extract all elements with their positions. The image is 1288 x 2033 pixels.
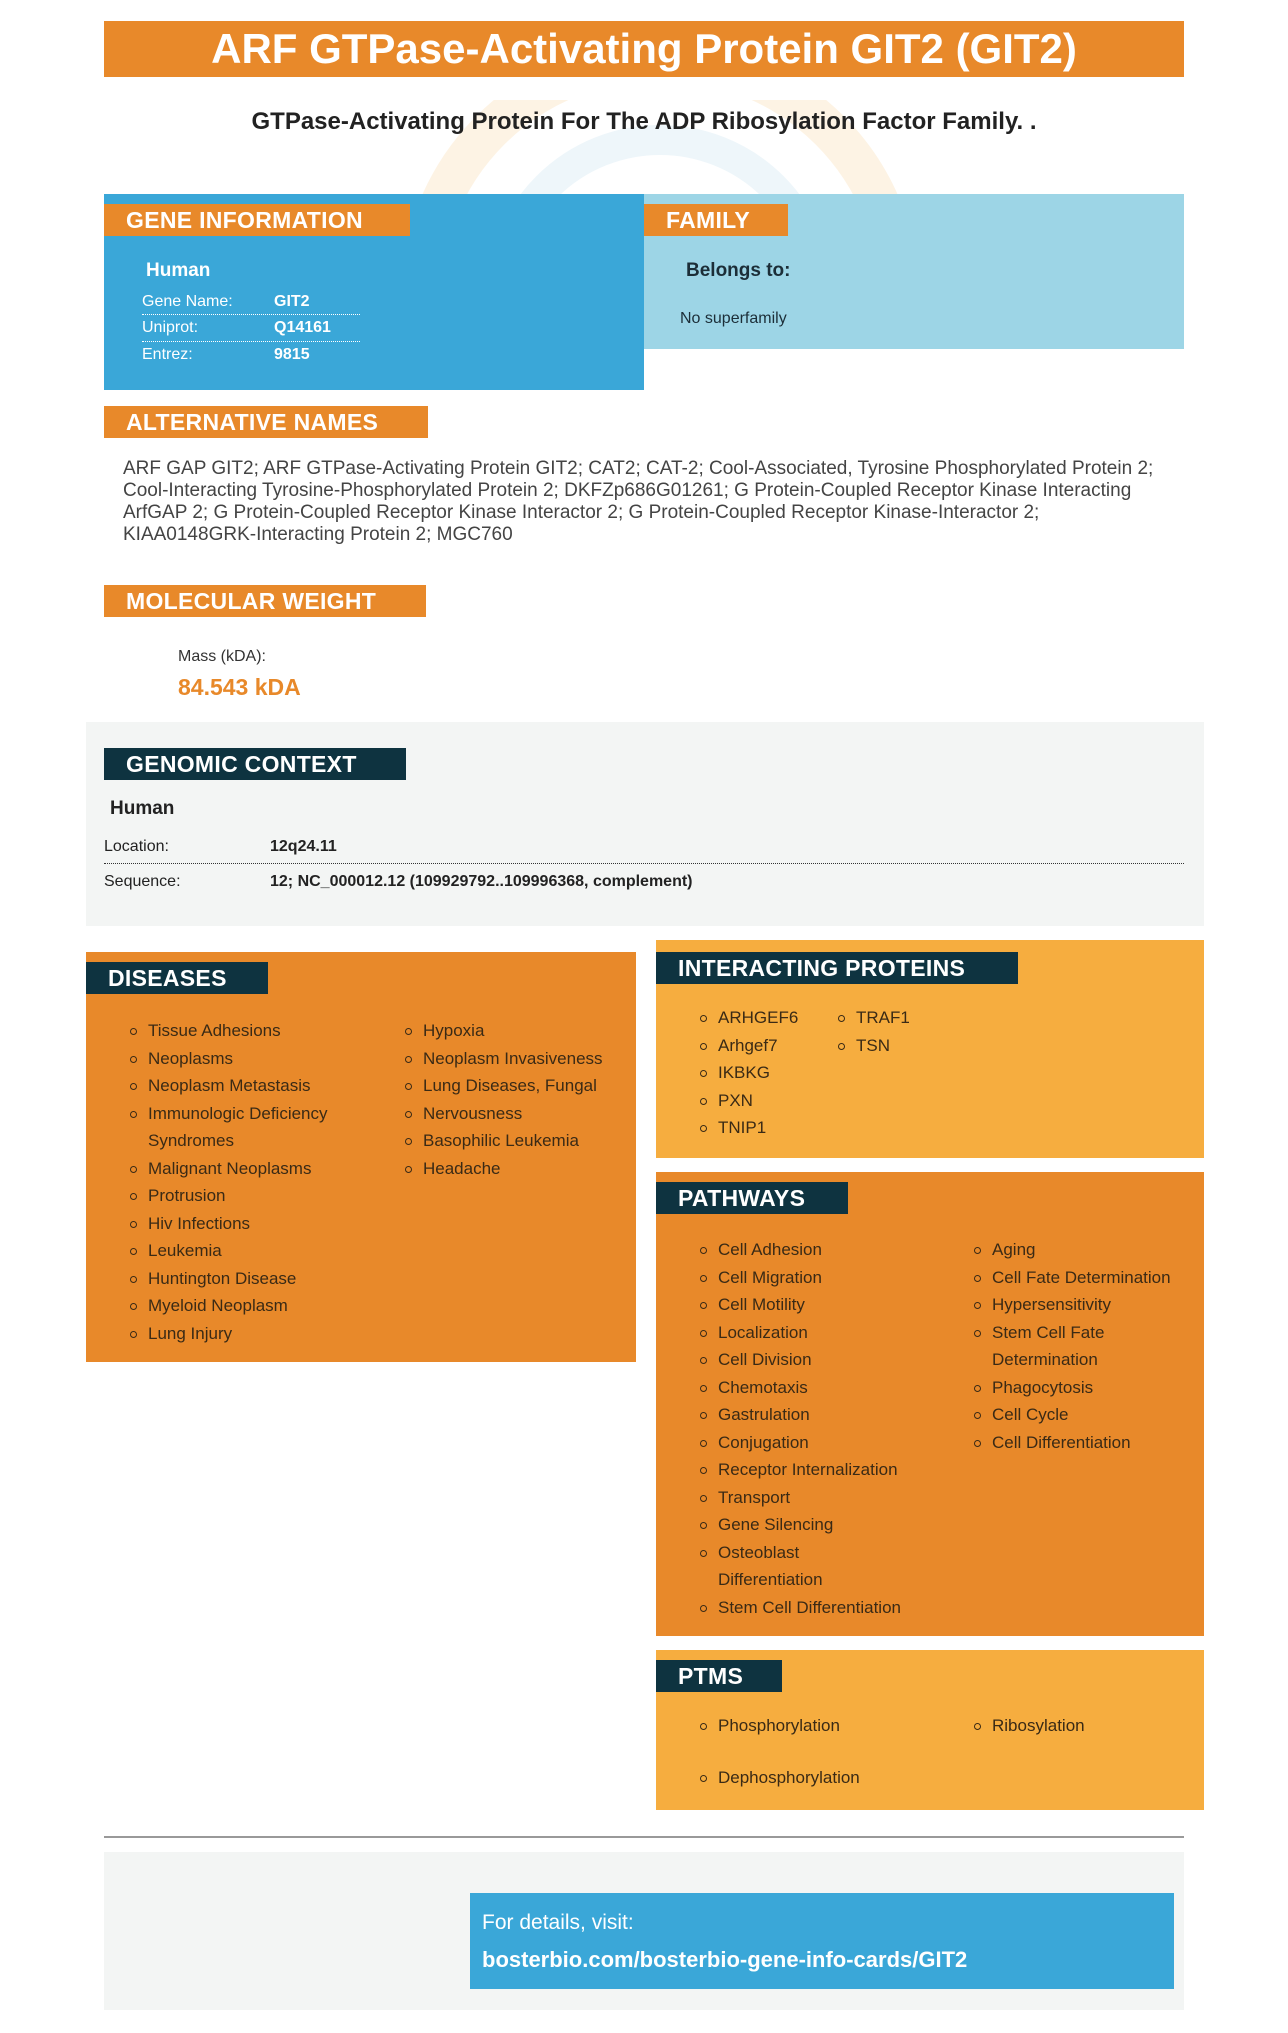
- diseases-panel: [86, 952, 636, 1362]
- family-heading: FAMILY: [644, 204, 788, 236]
- diseases-heading: DISEASES: [86, 962, 268, 994]
- list-item: Myeloid Neoplasm: [128, 1292, 378, 1320]
- sequence-row: [104, 873, 1104, 893]
- interacting-proteins-panel: [656, 940, 1204, 1158]
- list-item: Transport: [698, 1484, 958, 1512]
- list-item: IKBKG: [698, 1059, 838, 1087]
- list-item: Cell Motility: [698, 1291, 958, 1319]
- alternative-names-heading: ALTERNATIVE NAMES: [104, 406, 428, 438]
- page-title: ARF GTPase-Activating Protein GIT2 (GIT2): [104, 21, 1184, 77]
- mass-value: 84.543 kDA: [178, 674, 301, 700]
- list-item: Cell Adhesion: [698, 1236, 958, 1264]
- uniprot-label: Uniprot:: [142, 319, 199, 336]
- list-item: Cell Migration: [698, 1264, 958, 1292]
- list-item: Leukemia: [128, 1237, 378, 1265]
- genomic-species: Human: [110, 798, 175, 819]
- location-label: Location:: [104, 838, 169, 855]
- list-item: Localization: [698, 1319, 958, 1347]
- entrez-row: [142, 346, 362, 366]
- gene-species: Human: [146, 260, 211, 281]
- pathways-panel: [656, 1172, 1204, 1636]
- list-item: TNIP1: [698, 1114, 838, 1142]
- list-item-continued: Determination: [992, 1350, 1098, 1369]
- molecular-weight-heading: MOLECULAR WEIGHT: [104, 585, 426, 617]
- list-item: Lung Injury: [128, 1320, 378, 1348]
- row-divider: [142, 341, 360, 342]
- list-item: Basophilic Leukemia: [403, 1127, 633, 1155]
- footer-divider: [104, 1836, 1184, 1838]
- list-item: Phagocytosis: [972, 1374, 1202, 1402]
- list-item: Conjugation: [698, 1429, 958, 1457]
- gene-name-value: GIT2: [274, 293, 310, 310]
- ptms-panel: [656, 1650, 1204, 1810]
- gene-name-row: [142, 293, 362, 313]
- list-item: Neoplasms: [128, 1045, 378, 1073]
- list-item: PXN: [698, 1087, 838, 1115]
- list-item: Hypoxia: [403, 1017, 633, 1045]
- row-divider: [142, 314, 360, 315]
- list-item: Tissue Adhesions: [128, 1017, 378, 1045]
- diseases-list-col2: [403, 1017, 633, 1182]
- list-item: Arhgef7: [698, 1032, 838, 1060]
- genomic-context-panel: [86, 722, 1204, 926]
- list-item: Gastrulation: [698, 1401, 958, 1429]
- footer-details-link[interactable]: bosterbio.com/bosterbio-gene-info-cards/GIT2: [482, 1947, 968, 1972]
- list-item: Nervousness: [403, 1100, 633, 1128]
- list-item: Cell Differentiation: [972, 1429, 1202, 1457]
- ptms-heading: PTMS: [656, 1660, 782, 1692]
- list-item: Malignant Neoplasms: [128, 1155, 378, 1183]
- footer-details-label: For details, visit:: [482, 1911, 634, 1934]
- entrez-value: 9815: [274, 346, 310, 363]
- list-item-continued: Differentiation: [718, 1570, 823, 1589]
- entrez-label: Entrez:: [142, 346, 193, 363]
- list-item: Hiv Infections: [128, 1210, 378, 1238]
- list-item: Cell Fate Determination: [972, 1264, 1202, 1292]
- list-item: Osteoblast: [698, 1539, 958, 1567]
- sequence-label: Sequence:: [104, 873, 181, 890]
- list-item: Immunologic Deficiency: [128, 1100, 378, 1128]
- alternative-names-text: ARF GAP GIT2; ARF GTPase-Activating Protein GIT2; CAT2; CAT-2; Cool-Associated, Tyrosine Phosphorylated Protein 2; Cool-Interacting Tyrosine-Phosphorylated Protein 2; DKFZp686G01261; G Protein-Coupled Receptor Kinase Interacting ArfGAP 2; G Protein-Coupled Receptor Kinase Interactor 2; G Protein-Coupled Receptor Kinase-Interactor 2; KIAA0148GRK-Interacting Protein 2; MGC760: [123, 458, 1154, 545]
- list-item: Huntington Disease: [128, 1265, 378, 1293]
- list-item: Phosphorylation: [698, 1712, 958, 1740]
- list-item: TRAF1: [836, 1004, 976, 1032]
- belongs-to-label: Belongs to:: [686, 260, 791, 281]
- list-item: Gene Silencing: [698, 1511, 958, 1539]
- list-item: Protrusion: [128, 1182, 378, 1210]
- list-item: Hypersensitivity: [972, 1291, 1202, 1319]
- pathways-heading: PATHWAYS: [656, 1182, 848, 1214]
- family-panel: [644, 194, 1184, 349]
- location-row: [104, 838, 1104, 858]
- ptms-list-col1: [698, 1712, 958, 1740]
- gene-name-label: Gene Name:: [142, 293, 233, 310]
- interacting-proteins-col2: [836, 1004, 976, 1059]
- interacting-proteins-col1: [698, 1004, 838, 1142]
- list-item: Cell Division: [698, 1346, 958, 1374]
- footer-details-box: [470, 1893, 1174, 1989]
- mass-label: Mass (kDA):: [178, 648, 266, 665]
- uniprot-row: [142, 319, 362, 339]
- list-item: Lung Diseases, Fungal: [403, 1072, 633, 1100]
- genomic-context-heading: GENOMIC CONTEXT: [104, 748, 406, 780]
- sequence-value: 12; NC_000012.12 (109929792..109996368, complement): [270, 873, 693, 890]
- ptms-list-col2: [972, 1712, 1192, 1740]
- gene-information-panel: [104, 194, 644, 390]
- ptms-list-col1b: [698, 1764, 958, 1792]
- list-item: Dephosphorylation: [698, 1764, 958, 1792]
- interacting-proteins-heading: INTERACTING PROTEINS: [656, 952, 1018, 984]
- pathways-list-col2: [972, 1236, 1202, 1456]
- list-item: Aging: [972, 1236, 1202, 1264]
- family-value: No superfamily: [680, 310, 787, 327]
- uniprot-value: Q14161: [274, 319, 331, 336]
- diseases-list-col1: [128, 1017, 378, 1347]
- list-item: Cell Cycle: [972, 1401, 1202, 1429]
- gene-information-heading: GENE INFORMATION: [104, 204, 410, 236]
- page-subtitle: GTPase-Activating Protein For The ADP Ribosylation Factor Family. .: [251, 108, 1037, 135]
- row-divider: [104, 863, 1184, 864]
- list-item-continued: Syndromes: [148, 1131, 234, 1150]
- list-item: TSN: [836, 1032, 976, 1060]
- list-item: Stem Cell Differentiation: [698, 1594, 958, 1622]
- list-item: Neoplasm Metastasis: [128, 1072, 378, 1100]
- list-item: Headache: [403, 1155, 633, 1183]
- list-item: ARHGEF6: [698, 1004, 838, 1032]
- location-value: 12q24.11: [270, 838, 337, 855]
- list-item: Receptor Internalization: [698, 1456, 958, 1484]
- list-item: Chemotaxis: [698, 1374, 958, 1402]
- list-item: Ribosylation: [972, 1712, 1192, 1740]
- pathways-list-col1: [698, 1236, 958, 1621]
- list-item: Neoplasm Invasiveness: [403, 1045, 633, 1073]
- list-item: Stem Cell Fate: [972, 1319, 1202, 1347]
